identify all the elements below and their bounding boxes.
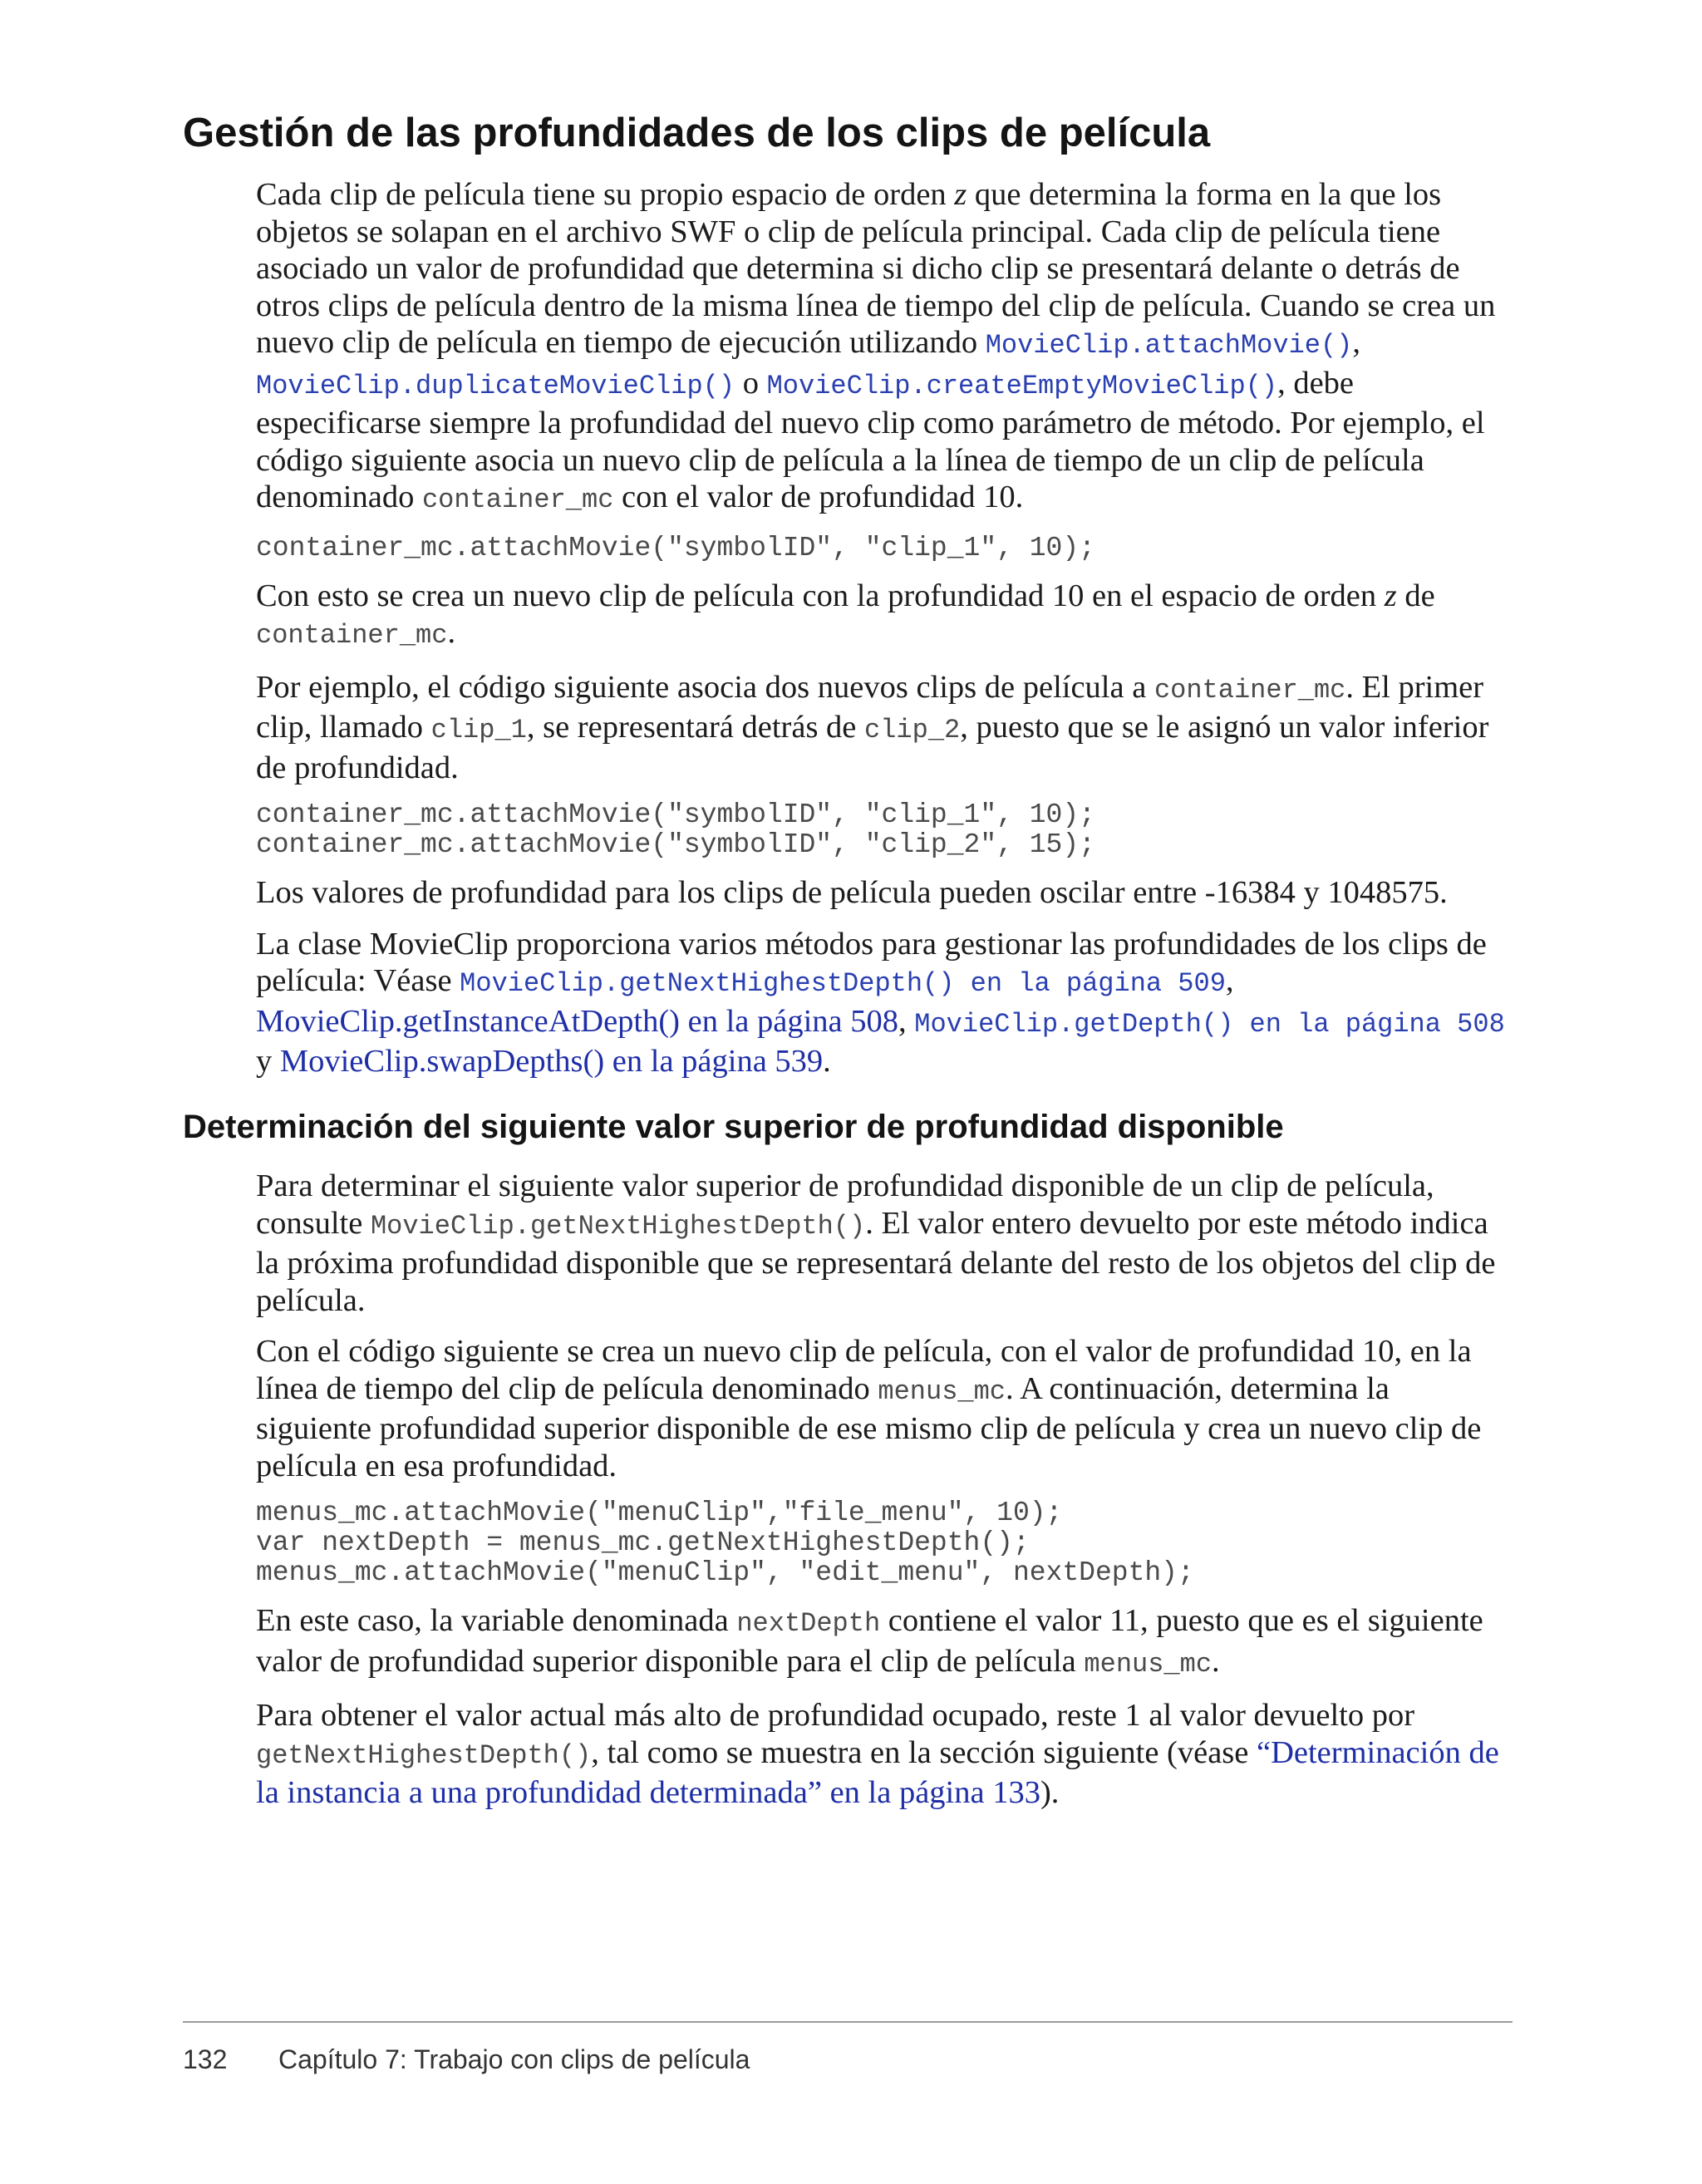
- paragraph-depth-10: Con esto se crea un nuevo clip de película con la profundidad 10 en el espacio de orden z de container_mc.: [256, 578, 1435, 651]
- section-body-1: [256, 176, 1513, 1094]
- paragraph-menus-example: Con el código siguiente se crea un nuevo clip de película, con el valor de profundidad 10, en la línea de tiempo del clip de película denominado menus_mc. A continuación, determina la siguiente profundidad superior disponible de ese mismo clip de película y crea un nuevo clip de película en esa profundidad.: [256, 1334, 1482, 1483]
- code-ref-attachmovie: MovieClip.attachMovie(): [985, 330, 1353, 361]
- inline-code: menus_mc: [878, 1375, 1006, 1407]
- inline-code: container_mc: [421, 485, 614, 515]
- link-getnexthighestdepth[interactable]: MovieClip.getNextHighestDepth() en la página 509: [460, 968, 1226, 999]
- inline-code: clip_1: [430, 715, 527, 745]
- inline-code: nextDepth: [736, 1608, 881, 1639]
- paragraph-methods: La clase MovieClip proporciona varios métodos para gestionar las profundidades de los clips de película: Véase MovieClip.getNextHighestDepth() en la página 509, MovieClip.getInstanceAtDepth() en la página 508, MovieClip.getDepth() en la página 508 y MovieClip.swapDepths() en la página 539.: [256, 926, 1505, 1079]
- footer-divider: [183, 2021, 1513, 2023]
- paragraph-depth-range: Los valores de profundidad para los clips de película pueden oscilar entre -16384 y 1048575.: [256, 875, 1448, 910]
- paragraph-nextdepth-value: En este caso, la variable denominada nextDepth contiene el valor 11, puesto que es el siguiente valor de profundidad superior disponible para el clip de película menus_mc.: [256, 1603, 1483, 1680]
- page-footer: [183, 2044, 750, 2075]
- link-determinacion-instancia[interactable]: “Determinación de la instancia a una profundidad determinada” en la página 133: [256, 1734, 1499, 1810]
- inline-code: clip_2: [864, 715, 961, 745]
- subsection-heading: Determinación del siguiente valor superior de profundidad disponible: [183, 1109, 1284, 1145]
- code-ref-createemptymovieclip: MovieClip.createEmptyMovieClip(): [766, 370, 1278, 401]
- code-block-2: container_mc.attachMovie("symbolID", "clip_1", 10); container_mc.attachMovie("symbolID", "clip_2", 15);: [256, 799, 1095, 860]
- chapter-title: Capítulo 7: Trabajo con clips de película: [278, 2044, 750, 2074]
- link-swapdepths[interactable]: MovieClip.swapDepths() en la página 539: [279, 1044, 824, 1079]
- link-getinstanceatdepth[interactable]: MovieClip.getInstanceAtDepth() en la página 508: [256, 1003, 898, 1039]
- code-ref-duplicatemovieclip: MovieClip.duplicateMovieClip(): [256, 370, 735, 401]
- paragraph-intro: Cada clip de película tiene su propio espacio de orden z que determina la forma en la que los objetos se solapan en el archivo SWF o clip de película principal. Cada clip de película tiene asociado un valor de profundidad que determina si dicho clip se presentará delante o detrás de otros clips de película dentro de la misma línea de tiempo del clip de película. Cuando se crea un nuevo clip de película en tiempo de ejecución utilizando MovieClip.attachMovie(), MovieClip.duplicateMovieClip() o MovieClip.createEmptyMovieClip(), debe especificarse siempre la profundidad del nuevo clip como parámetro de método. Por ejemplo, el código siguiente asocia un nuevo clip de película a la línea de tiempo de un clip de película denominado container_mc con el valor de profundidad 10.: [256, 177, 1496, 515]
- inline-code: MovieClip.getNextHighestDepth(): [370, 1210, 866, 1242]
- inline-code: container_mc: [256, 620, 448, 651]
- inline-code: menus_mc: [1084, 1648, 1213, 1680]
- link-getdepth[interactable]: MovieClip.getDepth() en la página 508: [914, 1008, 1505, 1040]
- page-number: 132: [183, 2044, 228, 2074]
- paragraph-current-highest: Para obtener el valor actual más alto de profundidad ocupado, reste 1 al valor devuelto por getNextHighestDepth(), tal como se muestra en la sección siguiente (véase “Determinación de la instancia a una profundidad determinada” en la página 133).: [256, 1698, 1499, 1810]
- inline-code: container_mc: [1154, 674, 1346, 706]
- inline-code: getNextHighestDepth(): [256, 1739, 592, 1771]
- code-block-1: container_mc.attachMovie("symbolID", "clip_1", 10);: [256, 532, 1095, 563]
- paragraph-two-clips: Por ejemplo, el código siguiente asocia dos nuevos clips de película a container_mc. El primer clip, llamado clip_1, se representará detrás de clip_2, puesto que se le asignó un valor inferior de profundidad.: [256, 669, 1489, 785]
- code-block-3: menus_mc.attachMovie("menuClip","file_menu", 10); var nextDepth = menus_mc.getNextHighestDepth(); menus_mc.attachMovie("menuClip", "edit_menu", nextDepth);: [256, 1498, 1194, 1588]
- section-body-2: [256, 1168, 1513, 1826]
- paragraph-next-depth: Para determinar el siguiente valor superior de profundidad disponible de un clip de película, consulte MovieClip.getNextHighestDepth(). El valor entero devuelto por este método indica la próxima profundidad disponible que se representará delante del resto de los objetos del clip de película.: [256, 1168, 1496, 1318]
- section-heading: Gestión de las profundidades de los clips de película: [183, 111, 1211, 155]
